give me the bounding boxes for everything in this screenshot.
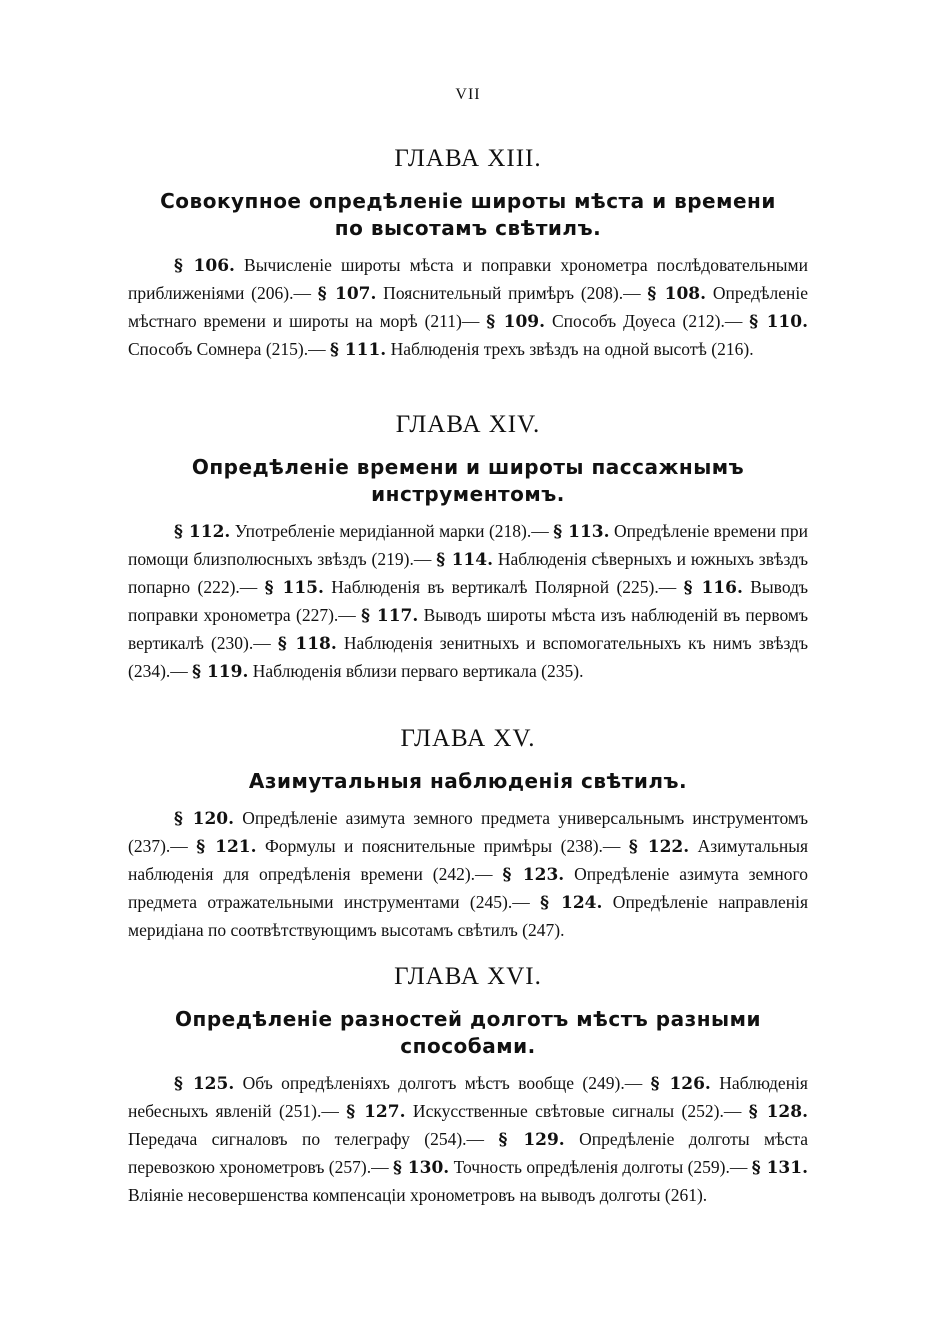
chapter-title-line: Опредѣленіе времени и широты пассажнымъ: [191, 455, 745, 479]
section-number: § 130.: [392, 1158, 450, 1178]
section-text: Опредѣленіе направленія меридіана по соотвѣтствующимъ высотамъ свѣтилъ (247).: [128, 892, 808, 940]
section-number: § 131.: [751, 1158, 808, 1178]
chapter-heading: ГЛАВА XIV.: [395, 411, 541, 438]
chapter-15: [128, 724, 808, 944]
section-number: § 117.: [361, 606, 419, 626]
section-number: § 120.: [174, 809, 235, 829]
chapter-contents: [128, 1070, 808, 1209]
section-number: § 113.: [553, 522, 610, 542]
chapter-14: [128, 410, 808, 686]
chapter-title-line: способами.: [400, 1034, 536, 1058]
section-number: § 128.: [748, 1102, 809, 1122]
section-text: Способъ Доуеса (212).—: [545, 311, 743, 331]
section-number: § 127.: [346, 1102, 406, 1122]
section-text: Искусственные свѣтовые сигналы (252).—: [405, 1101, 742, 1121]
chapter-title-line: инструментомъ.: [371, 482, 565, 506]
section-text: Опредѣленіе времени при помощи близполюсныхъ звѣздъ (219).—: [128, 521, 808, 569]
section-number: § 124.: [540, 893, 603, 913]
chapter-contents: [128, 518, 808, 686]
chapter-16: [128, 962, 808, 1209]
section-text: Опредѣленіе долготы мѣста перевозкою хронометровъ (257).—: [128, 1129, 808, 1177]
section-number: § 125.: [174, 1074, 235, 1094]
chapter-title: [128, 1006, 808, 1060]
section-text: Наблюденія трехъ звѣздъ на одной высотѣ (216).: [386, 339, 754, 359]
section-number: § 129.: [498, 1130, 565, 1150]
section-number: § 115.: [264, 578, 324, 598]
section-text: Наблюденія вблизи перваго вертикала (235).: [248, 661, 584, 681]
section-number: § 118.: [277, 634, 337, 654]
section-number: § 126.: [650, 1074, 711, 1094]
section-number: § 123.: [502, 865, 565, 885]
page-number: VII: [455, 86, 481, 103]
section-number: § 110.: [749, 312, 809, 332]
section-number: § 112.: [174, 522, 231, 542]
section-number: § 121.: [196, 837, 257, 857]
section-text: Объ опредѣленіяхъ долготъ мѣстъ вообще (249).—: [234, 1073, 643, 1093]
chapter-title-line: Совокупное опредѣленіе широты мѣста и времени: [160, 189, 776, 213]
section-text: Опредѣленіе азимута земного предмета отражательными инструментами (245).—: [128, 864, 809, 912]
section-number: § 116.: [683, 578, 743, 598]
chapter-contents: [128, 805, 808, 944]
section-number: § 109.: [486, 312, 546, 332]
chapter-heading: ГЛАВА XV.: [400, 725, 536, 752]
chapter-title: [128, 188, 808, 242]
section-text: Вычисленіе широты мѣста и поправки хронометра послѣдовательными приближеніями (206).—: [128, 255, 809, 303]
section-text: Наблюденія сѣверныхъ и южныхъ звѣздъ попарно (222).—: [128, 549, 809, 597]
section-text: Опредѣленіе мѣстнаго времени и широты на морѣ (211)—: [128, 283, 809, 331]
section-text: Употребленіе меридіанной марки (218).—: [230, 521, 549, 541]
section-number: § 111.: [329, 340, 387, 360]
section-text: Наблюденія небесныхъ явленій (251).—: [128, 1073, 808, 1121]
section-text: Наблюденія зенитныхъ и вспомогательныхъ къ нимъ звѣздъ (234).—: [128, 633, 809, 681]
section-number: § 108.: [647, 284, 707, 304]
section-number: § 119.: [192, 662, 249, 682]
section-text: Выводъ широты мѣста изъ наблюденій въ первомъ вертикалѣ (230).—: [128, 605, 809, 653]
chapter-title-line: по высотамъ свѣтилъ.: [334, 216, 602, 240]
chapter-13: [128, 144, 808, 364]
chapter-title: [128, 454, 808, 508]
chapter-title: [128, 768, 808, 795]
section-text: Передача сигналовъ по телеграфу (254).—: [128, 1129, 485, 1149]
section-text: Вліяніе несовершенства компенсаціи хронометровъ на выводъ долготы (261).: [128, 1185, 708, 1205]
chapter-contents: [128, 252, 808, 364]
section-text: Способъ Сомнера (215).—: [128, 339, 326, 359]
chapter-heading: ГЛАВА XIII.: [394, 145, 542, 172]
chapter-heading: ГЛАВА XVI.: [394, 963, 542, 990]
section-text: Выводъ поправки хронометра (227).—: [128, 577, 809, 625]
section-text: Опредѣленіе азимута земного предмета универсальнымъ инструментомъ (237).—: [128, 808, 808, 856]
chapter-title-line: Опредѣленіе разностей долготъ мѣстъ разными: [175, 1007, 761, 1031]
section-text: Формулы и пояснительные примѣры (238).—: [256, 836, 621, 856]
section-number: § 106.: [174, 256, 235, 276]
section-text: Пояснительный примѣръ (208).—: [376, 283, 641, 303]
section-text: Наблюденія въ вертикалѣ Полярной (225).—: [323, 577, 677, 597]
section-number: § 107.: [317, 284, 377, 304]
section-number: § 122.: [628, 837, 690, 857]
section-text: Точность опредѣленія долготы (259).—: [449, 1157, 748, 1177]
section-number: § 114.: [436, 550, 493, 570]
section-text: Азимутальныя наблюденія для опредѣленія времени (242).—: [128, 836, 809, 884]
chapter-title-line: Азимутальныя наблюденія свѣтилъ.: [248, 769, 688, 793]
